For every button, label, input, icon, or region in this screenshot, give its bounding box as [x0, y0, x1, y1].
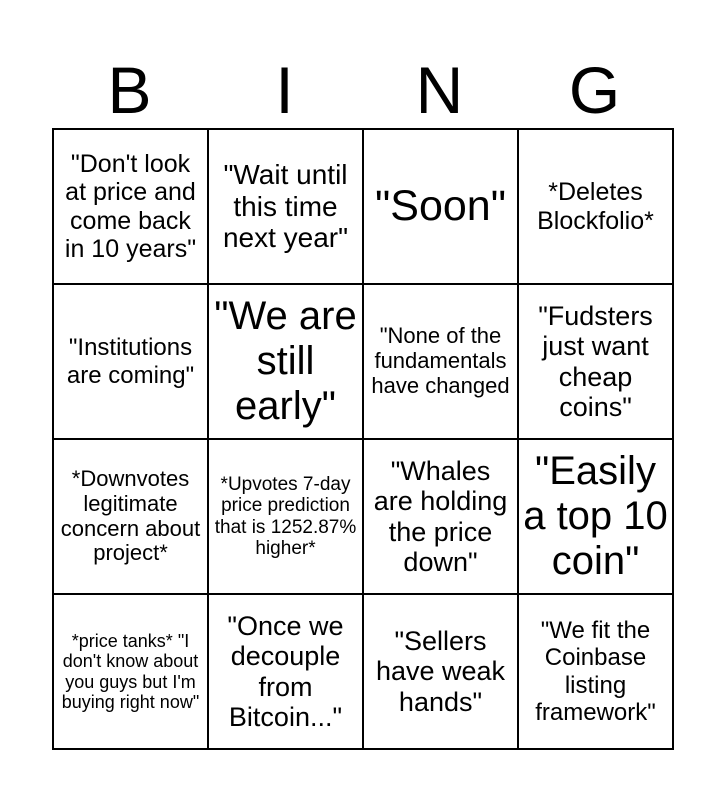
bingo-square[interactable]: "Whales are holding the price down"	[363, 439, 518, 594]
bingo-header	[52, 50, 672, 128]
header-letter-i: I	[275, 53, 294, 127]
bingo-square[interactable]: "Soon"	[363, 129, 518, 284]
bingo-square[interactable]: "We are still early"	[208, 284, 363, 439]
bingo-square[interactable]: "Fudsters just want cheap coins"	[518, 284, 673, 439]
bingo-square[interactable]: "We fit the Coinbase listing framework"	[518, 594, 673, 749]
bingo-square[interactable]: "None of the fundamentals have changed	[363, 284, 518, 439]
header-letter-n: N	[415, 53, 464, 127]
board-row	[53, 439, 673, 594]
bingo-square[interactable]: "Easily a top 10 coin"	[518, 439, 673, 594]
bingo-square[interactable]: "Wait until this time next year"	[208, 129, 363, 284]
board-row	[53, 594, 673, 749]
bingo-square[interactable]: *Downvotes legitimate concern about project*	[53, 439, 208, 594]
bingo-board	[52, 128, 674, 750]
bingo-square[interactable]: "Don't look at price and come back in 10 years"	[53, 129, 208, 284]
bingo-square[interactable]: "Sellers have weak hands"	[363, 594, 518, 749]
header-letter-b: B	[107, 53, 152, 127]
board-row	[53, 129, 673, 284]
bingo-square[interactable]: "Once we decouple from Bitcoin..."	[208, 594, 363, 749]
bingo-square[interactable]: "Institutions are coming"	[53, 284, 208, 439]
header-letter-g: G	[568, 53, 621, 127]
bingo-square[interactable]: *Upvotes 7-day price prediction that is 1252.87% higher*	[208, 439, 363, 594]
bingo-square[interactable]: *Deletes Blockfolio*	[518, 129, 673, 284]
bingo-square[interactable]: *price tanks* "I don't know about you guys but I'm buying right now"	[53, 594, 208, 749]
board-row	[53, 284, 673, 439]
